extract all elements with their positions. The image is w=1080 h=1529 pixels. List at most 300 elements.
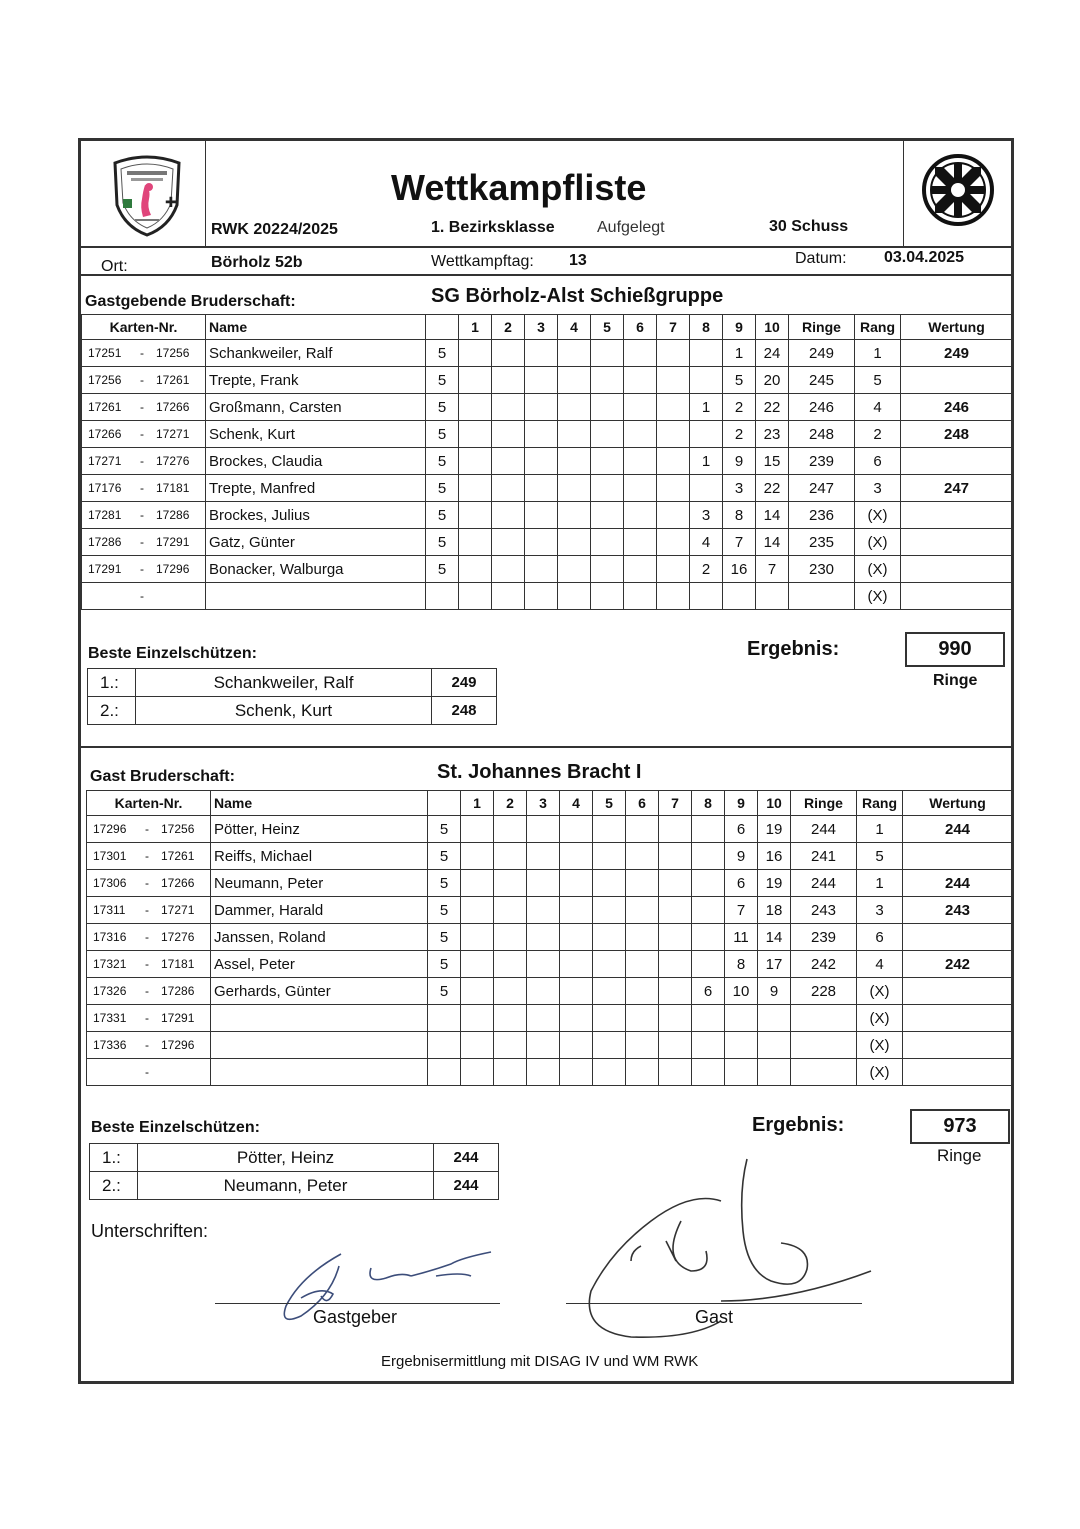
table-row (87, 924, 1013, 951)
card-sep: - (145, 903, 149, 917)
series-cell (558, 502, 591, 529)
score-value (903, 978, 1013, 1005)
card-from: 17326 (93, 984, 127, 998)
series-cell (591, 340, 624, 367)
count-9: 16 (723, 556, 756, 583)
series-count (428, 1005, 461, 1032)
count-8 (690, 583, 723, 610)
card-sep: - (145, 1065, 149, 1079)
table-row (87, 870, 1013, 897)
shooter-name: Großmann, Carsten (206, 394, 426, 421)
table-row (82, 394, 1013, 421)
series-cell (657, 367, 690, 394)
count-8 (692, 1005, 725, 1032)
series-cell (461, 1032, 494, 1059)
series-count: 5 (426, 367, 459, 394)
series-cell (659, 951, 692, 978)
series-cell (525, 421, 558, 448)
series-cell (492, 340, 525, 367)
series-cell (657, 394, 690, 421)
series-cell (593, 978, 626, 1005)
card-range (82, 475, 206, 502)
series-cell (527, 1032, 560, 1059)
score-value (901, 583, 1013, 610)
series-cell (659, 870, 692, 897)
series-cell (527, 843, 560, 870)
series-cell (525, 556, 558, 583)
series-cell (558, 421, 591, 448)
rings-value: 244 (791, 870, 857, 897)
series-cell (626, 978, 659, 1005)
rank-value: (X) (855, 502, 901, 529)
count-9: 6 (725, 816, 758, 843)
series-cell (657, 475, 690, 502)
card-from: 17316 (93, 930, 127, 944)
series-cell (527, 951, 560, 978)
best-shooter-row (90, 1144, 499, 1172)
series-cell (593, 1032, 626, 1059)
series-cell (659, 843, 692, 870)
series-cell (626, 870, 659, 897)
col-header-series: 7 (657, 315, 690, 340)
count-9: 7 (723, 529, 756, 556)
series-cell (461, 924, 494, 951)
count-9: 5 (723, 367, 756, 394)
rings-value: 241 (791, 843, 857, 870)
series-count: 5 (426, 475, 459, 502)
col-header-series: 5 (593, 791, 626, 816)
series-cell (591, 448, 624, 475)
score-value: 244 (903, 816, 1013, 843)
rings-value: 228 (791, 978, 857, 1005)
card-to: 17291 (156, 535, 190, 549)
table-row (82, 556, 1013, 583)
count-10: 22 (756, 394, 789, 421)
score-value (901, 529, 1013, 556)
rings-value: 244 (791, 816, 857, 843)
series-cell (593, 843, 626, 870)
rank-value: 5 (855, 367, 901, 394)
series-cell (626, 1032, 659, 1059)
series-cell (558, 394, 591, 421)
rank-value: 2 (855, 421, 901, 448)
series-cell (492, 583, 525, 610)
host-team-label: Gastgebende Bruderschaft: (85, 293, 296, 310)
series-cell (461, 978, 494, 1005)
best-name: Neumann, Peter (138, 1172, 434, 1200)
series-cell (624, 448, 657, 475)
league-label: 1. Bezirksklasse (431, 219, 555, 236)
guest-best-shooters (89, 1143, 499, 1200)
count-9: 11 (725, 924, 758, 951)
club-crest-icon (109, 155, 185, 242)
series-cell (626, 1005, 659, 1032)
rank-value: (X) (855, 529, 901, 556)
table-row (87, 897, 1013, 924)
shooter-name: Brockes, Claudia (206, 448, 426, 475)
series-cell (593, 816, 626, 843)
table-row (82, 502, 1013, 529)
series-cell (657, 502, 690, 529)
series-cell (624, 556, 657, 583)
series-cell (593, 870, 626, 897)
card-range (87, 816, 211, 843)
series-cell (593, 897, 626, 924)
best-score: 248 (432, 697, 497, 725)
series-cell (492, 475, 525, 502)
card-from: 17306 (93, 876, 127, 890)
card-from: 17256 (88, 373, 122, 387)
count-10 (758, 1059, 791, 1086)
col-header-series: 8 (692, 791, 725, 816)
col-header-series: 7 (659, 791, 692, 816)
card-range (82, 583, 206, 610)
score-value: 244 (903, 870, 1013, 897)
table-row (87, 843, 1013, 870)
card-range (82, 367, 206, 394)
count-8 (692, 1059, 725, 1086)
card-to: 17256 (156, 346, 190, 360)
series-cell (525, 367, 558, 394)
rank-value: 1 (857, 816, 903, 843)
rings-value: 239 (789, 448, 855, 475)
count-8 (690, 340, 723, 367)
host-result-value: 990 (905, 632, 1005, 667)
count-10: 17 (758, 951, 791, 978)
series-cell (560, 1059, 593, 1086)
guest-results-table (86, 790, 1013, 1086)
best-place: 1.: (90, 1144, 138, 1172)
count-8: 1 (690, 448, 723, 475)
count-10: 20 (756, 367, 789, 394)
count-8 (692, 897, 725, 924)
col-header-name: Name (206, 315, 426, 340)
card-sep: - (145, 822, 149, 836)
card-to: 17286 (156, 508, 190, 522)
score-value (903, 1032, 1013, 1059)
card-to: 17276 (161, 930, 195, 944)
score-value: 248 (901, 421, 1013, 448)
rings-value: 239 (791, 924, 857, 951)
col-header-score: Wertung (901, 315, 1013, 340)
series-cell (626, 843, 659, 870)
count-9: 8 (723, 502, 756, 529)
count-10: 24 (756, 340, 789, 367)
signatures-label: Unterschriften: (91, 1221, 209, 1241)
series-cell (591, 529, 624, 556)
rings-value: 230 (789, 556, 855, 583)
card-from: 17301 (93, 849, 127, 863)
card-sep: - (140, 346, 144, 360)
rings-value: 245 (789, 367, 855, 394)
matchday-value: 13 (569, 252, 587, 269)
count-10: 14 (758, 924, 791, 951)
series-count: 5 (428, 816, 461, 843)
series-count: 5 (426, 448, 459, 475)
series-cell (659, 1005, 692, 1032)
best-score: 249 (432, 669, 497, 697)
count-8 (690, 367, 723, 394)
series-cell (659, 1032, 692, 1059)
series-cell (494, 816, 527, 843)
date-value: 03.04.2025 (884, 249, 965, 266)
count-10: 16 (758, 843, 791, 870)
series-cell (626, 924, 659, 951)
series-cell (591, 583, 624, 610)
series-cell (593, 951, 626, 978)
series-cell (492, 556, 525, 583)
table-row (82, 529, 1013, 556)
series-cell (492, 394, 525, 421)
series-cell (525, 583, 558, 610)
svg-text:✚: ✚ (165, 195, 177, 211)
best-name: Schenk, Kurt (136, 697, 432, 725)
card-sep: - (140, 373, 144, 387)
series-cell (626, 816, 659, 843)
rank-value: 5 (857, 843, 903, 870)
col-header-series: 3 (527, 791, 560, 816)
series-cell (558, 367, 591, 394)
count-9: 3 (723, 475, 756, 502)
table-row (87, 978, 1013, 1005)
count-8 (692, 924, 725, 951)
col-header-series: 6 (626, 791, 659, 816)
rank-value: 1 (857, 870, 903, 897)
shooter-name: Janssen, Roland (211, 924, 428, 951)
shooter-name: Trepte, Frank (206, 367, 426, 394)
card-range (82, 394, 206, 421)
host-result-unit: Ringe (933, 672, 978, 689)
shooter-name: Dammer, Harald (211, 897, 428, 924)
federation-emblem-icon (921, 153, 995, 232)
guest-result-value: 973 (910, 1109, 1010, 1144)
score-value (901, 556, 1013, 583)
rings-value: 247 (789, 475, 855, 502)
card-range (82, 340, 206, 367)
series-cell (459, 394, 492, 421)
series-cell (626, 897, 659, 924)
count-9 (723, 583, 756, 610)
card-range (87, 843, 211, 870)
card-to: 17266 (161, 876, 195, 890)
count-8: 3 (690, 502, 723, 529)
series-cell (657, 340, 690, 367)
series-cell (560, 951, 593, 978)
shooter-name: Brockes, Julius (206, 502, 426, 529)
shooter-name (211, 1005, 428, 1032)
count-9: 2 (723, 394, 756, 421)
best-score: 244 (434, 1172, 499, 1200)
count-9 (725, 1059, 758, 1086)
series-cell (558, 448, 591, 475)
count-10: 22 (756, 475, 789, 502)
series-cell (459, 340, 492, 367)
rank-value: 3 (857, 897, 903, 924)
rank-value: 6 (855, 448, 901, 475)
series-count (428, 1059, 461, 1086)
series-cell (558, 340, 591, 367)
table-row (82, 583, 1013, 610)
series-cell (558, 529, 591, 556)
card-to: 17181 (161, 957, 195, 971)
card-to: 17261 (156, 373, 190, 387)
guest-sign-caption: Gast (695, 1307, 734, 1327)
card-range (82, 502, 206, 529)
series-cell (527, 1005, 560, 1032)
card-range (82, 421, 206, 448)
best-shooter-row (88, 669, 497, 697)
series-cell (591, 502, 624, 529)
card-to: 17266 (156, 400, 190, 414)
rank-value: (X) (857, 978, 903, 1005)
series-count: 5 (426, 556, 459, 583)
shooter-name: Schankweiler, Ralf (206, 340, 426, 367)
card-sep: - (140, 454, 144, 468)
card-range (87, 870, 211, 897)
rank-value: 6 (857, 924, 903, 951)
col-header-name: Name (211, 791, 428, 816)
count-8: 6 (692, 978, 725, 1005)
col-header-series: 9 (725, 791, 758, 816)
col-header-series: 9 (723, 315, 756, 340)
count-8: 2 (690, 556, 723, 583)
series-count: 5 (426, 340, 459, 367)
card-range (82, 448, 206, 475)
shooter-name: Assel, Peter (211, 951, 428, 978)
series-cell (558, 556, 591, 583)
series-cell (461, 1059, 494, 1086)
series-cell (657, 529, 690, 556)
series-cell (459, 448, 492, 475)
series-cell (527, 924, 560, 951)
date-label: Datum: (795, 250, 847, 267)
shooter-name: Reiffs, Michael (211, 843, 428, 870)
series-cell (461, 816, 494, 843)
card-range (87, 1059, 211, 1086)
card-sep: - (145, 1011, 149, 1025)
card-from: 17311 (93, 903, 126, 917)
card-from: 17266 (88, 427, 122, 441)
series-cell (461, 843, 494, 870)
series-cell (659, 924, 692, 951)
score-value: 246 (901, 394, 1013, 421)
guest-signature (571, 1151, 901, 1346)
col-header-series: 10 (756, 315, 789, 340)
series-cell (527, 897, 560, 924)
series-count: 5 (428, 897, 461, 924)
series-cell (494, 978, 527, 1005)
card-from: 17176 (88, 481, 122, 495)
card-from: 17261 (88, 400, 122, 414)
series-cell (525, 340, 558, 367)
series-cell (492, 448, 525, 475)
count-8 (692, 1032, 725, 1059)
best-shooter-row (90, 1172, 499, 1200)
series-cell (558, 475, 591, 502)
best-place: 1.: (88, 669, 136, 697)
series-cell (560, 897, 593, 924)
series-cell (659, 897, 692, 924)
col-header-rings: Ringe (791, 791, 857, 816)
card-sep: - (140, 535, 144, 549)
shooter-name (206, 583, 426, 610)
rings-value: 242 (791, 951, 857, 978)
series-count (428, 1032, 461, 1059)
series-cell (494, 870, 527, 897)
series-cell (494, 951, 527, 978)
best-shooter-row (88, 697, 497, 725)
count-8 (690, 421, 723, 448)
card-to: 17286 (161, 984, 195, 998)
shooter-name: Gatz, Günter (206, 529, 426, 556)
host-best-shooters (87, 668, 497, 725)
count-8 (692, 951, 725, 978)
table-row (82, 475, 1013, 502)
card-to: 17261 (161, 849, 195, 863)
rank-value: 3 (855, 475, 901, 502)
rings-value: 236 (789, 502, 855, 529)
series-cell (560, 1032, 593, 1059)
series-count: 5 (426, 394, 459, 421)
series-cell (461, 1005, 494, 1032)
count-10: 19 (758, 816, 791, 843)
guest-result-label: Ergebnis: (752, 1114, 845, 1136)
card-sep: - (140, 481, 144, 495)
series-cell (461, 870, 494, 897)
score-value: 243 (903, 897, 1013, 924)
count-9 (725, 1005, 758, 1032)
card-range (87, 1005, 211, 1032)
place-value: Börholz 52b (211, 254, 303, 271)
card-to: 17256 (161, 822, 195, 836)
table-row (82, 340, 1013, 367)
host-result-label: Ergebnis: (747, 638, 840, 660)
card-sep: - (145, 1038, 149, 1052)
col-header-series: 10 (758, 791, 791, 816)
series-cell (659, 978, 692, 1005)
card-sep: - (145, 984, 149, 998)
table-row (82, 448, 1013, 475)
best-name: Schankweiler, Ralf (136, 669, 432, 697)
shooter-name (211, 1032, 428, 1059)
series-cell (459, 475, 492, 502)
card-from: 17336 (93, 1038, 127, 1052)
series-cell (492, 502, 525, 529)
score-value (903, 1059, 1013, 1086)
score-value: 249 (901, 340, 1013, 367)
series-cell (624, 421, 657, 448)
series-cell (459, 421, 492, 448)
rings-value: 246 (789, 394, 855, 421)
series-cell (593, 924, 626, 951)
card-from: 17271 (88, 454, 122, 468)
count-10 (758, 1005, 791, 1032)
card-to: 17296 (161, 1038, 195, 1052)
series-cell (560, 924, 593, 951)
count-10: 7 (756, 556, 789, 583)
card-to: 17271 (161, 903, 195, 917)
count-10: 23 (756, 421, 789, 448)
host-best-label: Beste Einzelschützen: (88, 645, 257, 662)
col-header-blank (426, 315, 459, 340)
col-header-series: 8 (690, 315, 723, 340)
col-header-rings: Ringe (789, 315, 855, 340)
series-cell (560, 843, 593, 870)
series-cell (591, 475, 624, 502)
col-header-series: 5 (591, 315, 624, 340)
card-sep: - (140, 400, 144, 414)
series-cell (659, 816, 692, 843)
